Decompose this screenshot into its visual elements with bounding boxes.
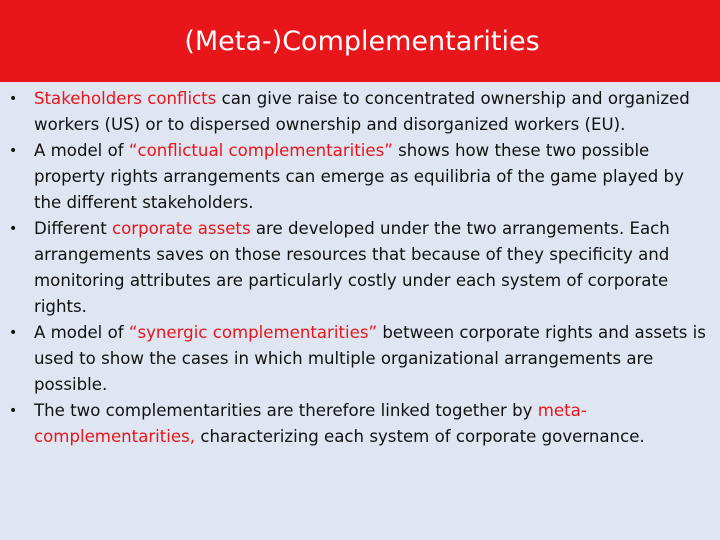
bullet-list (0, 86, 720, 450)
bullet-item-meta-complementarities (0, 398, 720, 450)
bullet-marker: • (9, 91, 18, 107)
bullet-text-pre: Different (34, 219, 112, 238)
bullet-marker: • (9, 403, 18, 419)
bullet-item-stakeholders-conflicts (0, 86, 720, 138)
bullet-item-conflictual-complementarities (0, 138, 720, 216)
highlight-synergic-complementarities: “synergic complementarities” (128, 323, 378, 342)
bullet-text-pre: The two complementarities are therefore linked together by (34, 401, 538, 420)
bullet-text-post: shows how these two possible property rights arrangements can emerge as equilibria of the game played by the different stakeholders. (34, 141, 684, 212)
bullet-marker: • (9, 143, 18, 159)
highlight-meta-complementarities: meta-complementarities, (34, 401, 587, 446)
highlight-conflictual-complementarities: “conflictual complementarities” (128, 141, 393, 160)
bullet-text-post: are developed under the two arrangements. Each arrangements saves on those resources that because of they specificity and monitoring attributes are particularly costly under each system of corporate rights. (34, 219, 670, 316)
bullet-item-corporate-assets (0, 216, 720, 320)
bullet-text: can give raise to concentrated ownership and organized workers (US) or to dispersed ownership and disorganized workers (EU). (34, 89, 690, 134)
title-bar (0, 0, 720, 82)
bullet-marker: • (9, 221, 18, 237)
bullet-text-pre: A model of (34, 141, 129, 160)
bullet-text-pre: A model of (34, 323, 129, 342)
slide-title: (Meta-)Complementarities (184, 25, 540, 57)
highlight-stakeholders-conflicts: Stakeholders conflicts (34, 89, 217, 108)
bullet-text-post: characterizing each system of corporate governance. (195, 427, 645, 446)
bullet-text-post: between corporate rights and assets is used to show the cases in which multiple organizational arrangements are possible. (34, 323, 706, 394)
highlight-corporate-assets: corporate assets (112, 219, 251, 238)
bullet-marker: • (9, 325, 18, 341)
bullet-item-synergic-complementarities (0, 320, 720, 398)
